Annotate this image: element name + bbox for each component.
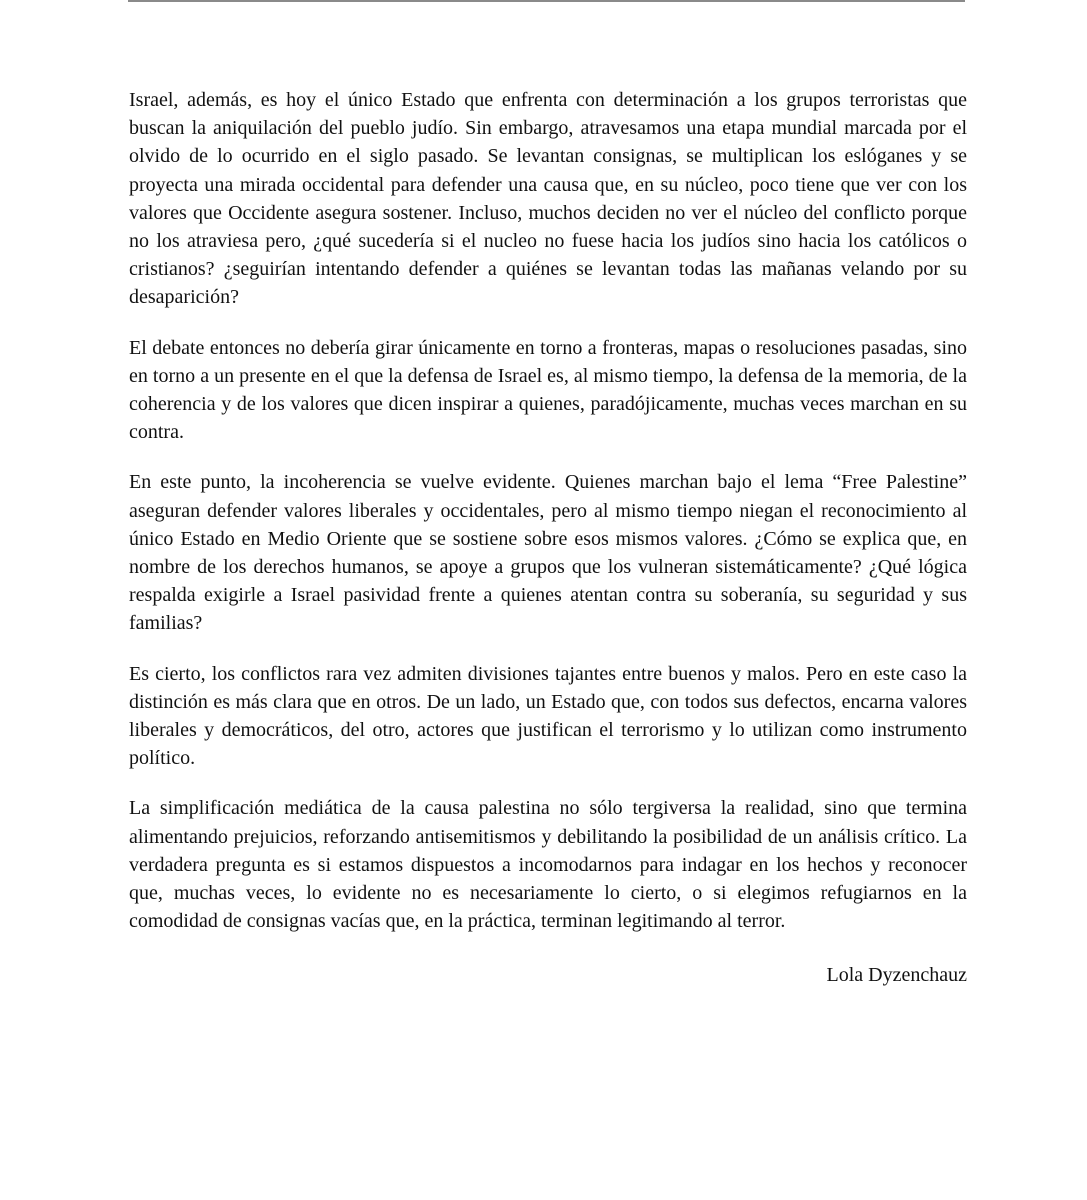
paragraph-3: En este punto, la incoherencia se vuelve evidente. Quienes marchan bajo el lema “Free Palestine” aseguran defender valores liberales y occidentales, pero al mismo tiempo niegan el reconocimiento al único Estado en Medio Oriente que se sostiene sobre esos mismos valores. ¿Cómo se explica que, en nombre de los derechos humanos, se apoye a grupos que los vulneran sistemáticamente? ¿Qué lógica respalda exigirle a Israel pasividad frente a quienes atentan contra su soberanía, su seguridad y sus familias? xyxy=(129,471,967,635)
document-body xyxy=(129,86,967,990)
page-top-rule xyxy=(128,0,965,2)
paragraph-1: Israel, además, es hoy el único Estado que enfrenta con determinación a los grupos terroristas que buscan la aniquilación del pueblo judío. Sin embargo, atravesamos una etapa mundial marcada por el olvido de lo ocurrido en el siglo pasado. Se levantan consignas, se multiplican los eslóganes y se proyecta una mirada occidental para defender una causa que, en su núcleo, poco tiene que ver con los valores que Occidente asegura sostener. Incluso, muchos deciden no ver el núcleo del conflicto porque no los atraviesa pero, ¿qué sucedería si el nucleo no fuese hacia los judíos sino hacia los católicos o cristianos? ¿seguirían intentando defender a quiénes se levantan todas las mañanas velando por su desaparición? xyxy=(129,89,967,309)
paragraph-5: La simplificación mediática de la causa palestina no sólo tergiversa la realidad, sino que termina alimentando prejuicios, reforzando antisemitismos y debilitando la posibilidad de un análisis crítico. La verdadera pregunta es si estamos dispuestos a incomodarnos para indagar en los hechos y reconocer que, muchas veces, lo evidente no es necesariamente lo cierto, o si elegimos refugiarnos en la comodidad de consignas vacías que, en la práctica, terminan legitimando al terror. xyxy=(129,797,967,933)
author-signature: Lola Dyzenchauz xyxy=(826,964,967,987)
paragraph-4: Es cierto, los conflictos rara vez admiten divisiones tajantes entre buenos y malos. Pero en este caso la distinción es más clara que en otros. De un lado, un Estado que, con todos sus defectos, encarna valores liberales y democráticos, del otro, actores que justifican el terrorismo y lo utilizan como instrumento político. xyxy=(129,662,967,770)
paragraph-2: El debate entonces no debería girar únicamente en torno a fronteras, mapas o resoluciones pasadas, sino en torno a un presente en el que la defensa de Israel es, al mismo tiempo, la defensa de la memoria, de la coherencia y de los valores que dicen inspirar a quienes, paradójicamente, muchas veces marchan en su contra. xyxy=(129,336,967,444)
